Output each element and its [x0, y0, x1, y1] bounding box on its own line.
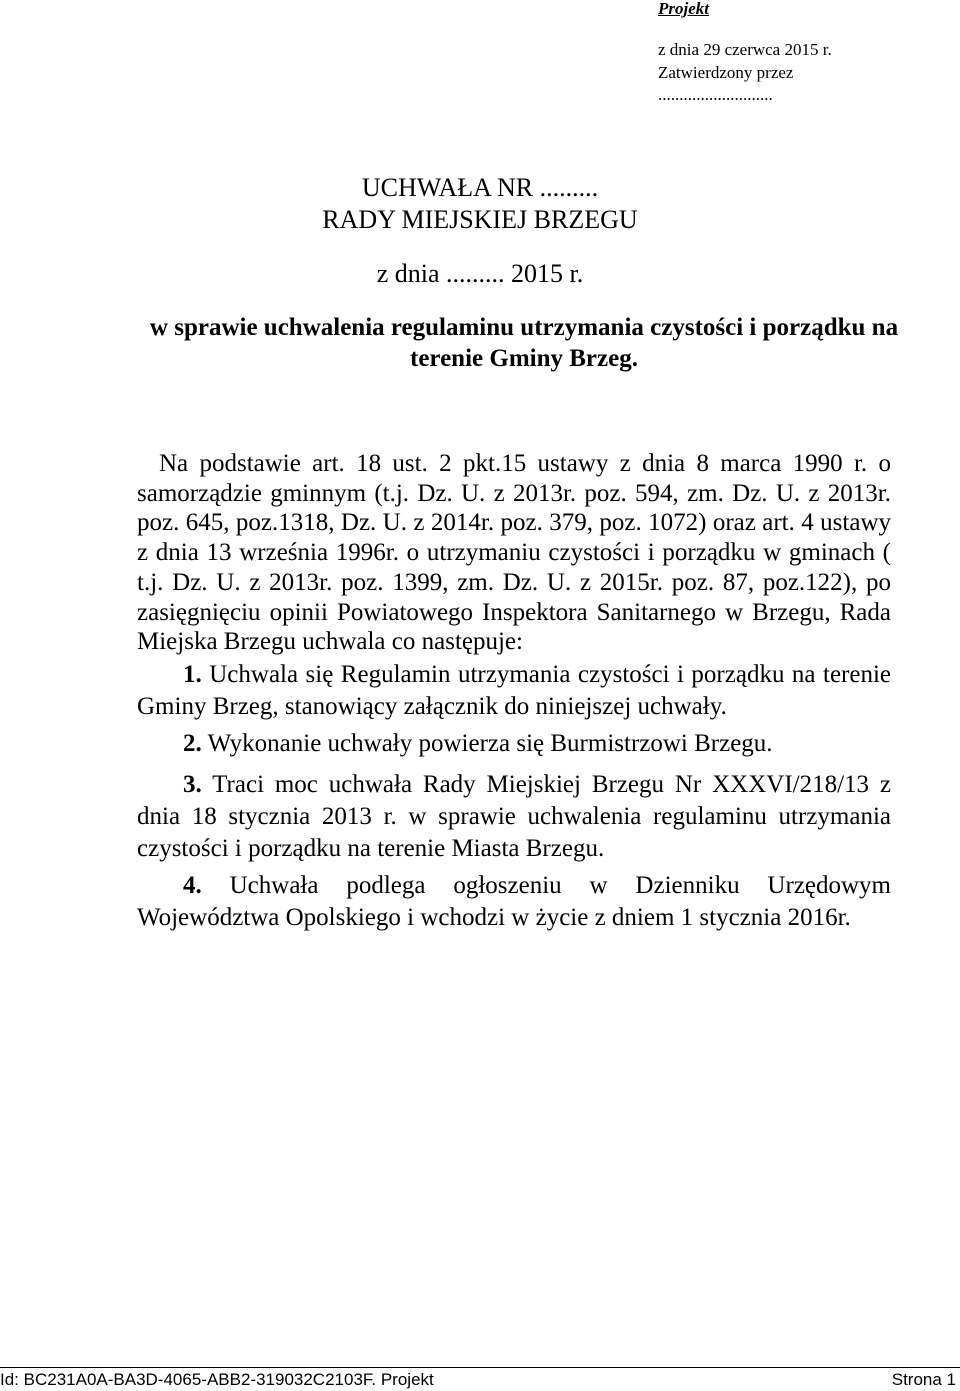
- resolution-date: z dnia ......... 2015 r.: [376, 259, 584, 288]
- section-1-text: Uchwala się Regulamin utrzymania czystości i porządku na terenie Gminy Brzeg, stanowiący załącznik do niniejszej uchwały.: [137, 661, 891, 720]
- resolution-title: UCHWAŁA NR .........: [361, 173, 599, 202]
- legal-basis-text: Na podstawie art. 18 ust. 2 pkt.15 ustawy z dnia 8 marca 1990 r. o samorządzie gminnym (t.j. Dz. U. z 2013r. poz. 594, zm. Dz. U. z 2013r. poz. 645, poz.1318, Dz. U. z 2014r. poz. 379, poz. 1072) oraz art. 4 ustawy z dnia 13 września 1996r. o utrzymaniu czystości i porządku w gminach ( t.j. Dz. U. z 2013r. poz. 1399, zm. Dz. U. z 2015r. poz. 87, poz.122), po zasięgnięciu opinii Powiatowego Inspektora Sanitarnego w Brzegu, Rada Miejska Brzegu uchwala co następuje:: [137, 450, 891, 656]
- section-2-text: Wykonanie uchwały powierza się Burmistrzowi Brzegu.: [207, 730, 773, 757]
- header-approved-by: Zatwierdzony przez: [658, 63, 794, 82]
- subject-line-2: terenie Gminy Brzeg.: [410, 345, 638, 372]
- section-2-number: 2.: [183, 730, 202, 757]
- header-signature-dots: ...........................: [658, 85, 773, 104]
- legal-basis-paragraph: [137, 449, 891, 657]
- council-name: RADY MIEJSKIEJ BRZEGU: [322, 205, 638, 234]
- section-1-number: 1.: [183, 661, 202, 688]
- projekt-label: Projekt: [658, 0, 709, 18]
- section-3-number: 3.: [183, 771, 202, 798]
- section-3: [137, 769, 891, 865]
- section-4: [137, 870, 891, 934]
- section-4-number: 4.: [183, 872, 202, 899]
- section-3-text: Traci moc uchwała Rady Miejskiej Brzegu Nr XXXVI/218/13 z dnia 18 stycznia 2013 r. w sprawie uchwalenia regulaminu utrzymania czystości i porządku na terenie Miasta Brzegu.: [137, 771, 891, 862]
- subject-line-1: w sprawie uchwalenia regulaminu utrzymania czystości i porządku na: [149, 314, 899, 341]
- section-1: [137, 659, 891, 723]
- footer-divider: [0, 1367, 960, 1368]
- document-id: Id: BC231A0A-BA3D-4065-ABB2-319032C2103F. Projekt: [0, 1370, 434, 1389]
- section-4-text: Uchwała podlega ogłoszeniu w Dzienniku Urzędowym Województwa Opolskiego i wchodzi w życie z dniem 1 stycznia 2016r.: [137, 872, 892, 931]
- section-2: [137, 728, 891, 760]
- page-number: Strona 1: [891, 1370, 956, 1389]
- header-date: z dnia 29 czerwca 2015 r.: [658, 40, 832, 59]
